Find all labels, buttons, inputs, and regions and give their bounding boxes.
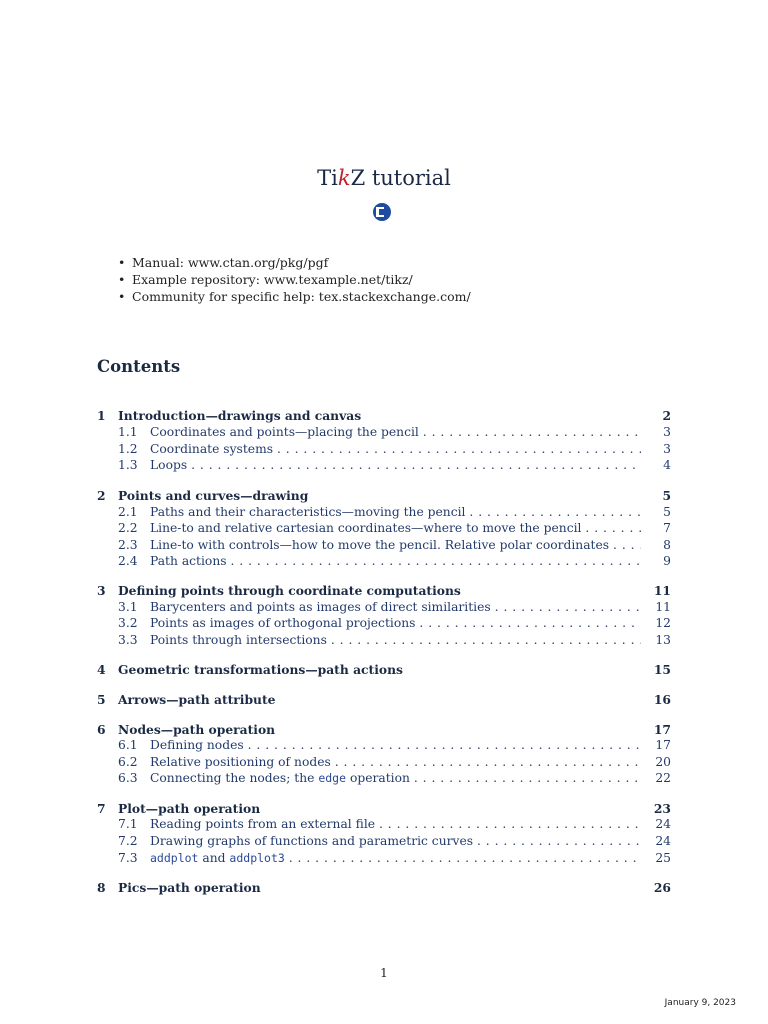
toc-subsection-6-1[interactable]: 6.1 Defining nodes . . . 17 bbox=[97, 737, 671, 754]
document-date: January 9, 2023 bbox=[664, 998, 736, 1008]
toc-subsection-7-1[interactable]: 7.1 Reading points from an external file . . . 24 bbox=[97, 816, 671, 833]
toc-section-5[interactable]: 5 Arrows—path attribute 16 bbox=[97, 692, 671, 707]
toc-subsection-1-2[interactable]: 1.2 Coordinate systems . . . 3 bbox=[97, 441, 671, 458]
toc-subsection-1-3[interactable]: 1.3 Loops . . . 4 bbox=[97, 457, 671, 474]
toc-section-4[interactable]: 4 Geometric transformations—path actions 15 bbox=[97, 662, 671, 677]
toc-subsection-3-3[interactable]: 3.3 Points through intersections . . . 13 bbox=[97, 632, 671, 649]
toc-subsection-1-1[interactable]: 1.1 Coordinates and points—placing the pencil . . . 3 bbox=[97, 424, 671, 441]
tikz-logo-icon bbox=[370, 202, 394, 222]
toc-subsection-7-3[interactable]: 7.3 addplot and addplot3 . . . 25 bbox=[97, 850, 671, 867]
resource-links bbox=[118, 254, 471, 305]
document-title: TikZ tutorial bbox=[317, 166, 451, 190]
toc-subsection-7-2[interactable]: 7.2 Drawing graphs of functions and parametric curves . . . 24 bbox=[97, 833, 671, 850]
contents-heading: Contents bbox=[97, 357, 181, 376]
toc-section-3[interactable]: 3 Defining points through coordinate computations 11 bbox=[97, 583, 671, 598]
toc-subsection-2-3[interactable]: 2.3 Line-to with controls—how to move the pencil. Relative polar coordinates . . . 8 bbox=[97, 537, 671, 554]
toc-section-7[interactable]: 7 Plot—path operation 23 bbox=[97, 801, 671, 816]
toc-section-8[interactable]: 8 Pics—path operation 26 bbox=[97, 880, 671, 895]
toc-subsection-6-2[interactable]: 6.2 Relative positioning of nodes . . . 20 bbox=[97, 754, 671, 771]
page-number: 1 bbox=[380, 966, 388, 980]
bullet-icon: • bbox=[118, 255, 126, 270]
toc-subsection-2-1[interactable]: 2.1 Paths and their characteristics—moving the pencil . . . 5 bbox=[97, 504, 671, 521]
toc-subsection-2-4[interactable]: 2.4 Path actions . . . 9 bbox=[97, 553, 671, 570]
bullet-icon: • bbox=[118, 272, 126, 287]
toc-subsection-3-2[interactable]: 3.2 Points as images of orthogonal projections . . . 12 bbox=[97, 615, 671, 632]
list-item: • Example repository: www.texample.net/tikz/ bbox=[118, 272, 413, 287]
list-item: • Community for specific help: tex.stackexchange.com/ bbox=[118, 289, 471, 304]
toc-section-2[interactable]: 2 Points and curves—drawing 5 bbox=[97, 488, 671, 503]
toc-section-1[interactable]: 1 Introduction—drawings and canvas 2 bbox=[97, 408, 671, 423]
toc-subsection-6-3[interactable]: 6.3 Connecting the nodes; the edge operation . . . 22 bbox=[97, 770, 671, 787]
toc-subsection-2-2[interactable]: 2.2 Line-to and relative cartesian coordinates—where to move the pencil . . . 7 bbox=[97, 520, 671, 537]
bullet-icon: • bbox=[118, 289, 126, 304]
toc-subsection-3-1[interactable]: 3.1 Barycenters and points as images of direct similarities . . . 11 bbox=[97, 599, 671, 616]
toc-section-6[interactable]: 6 Nodes—path operation 17 bbox=[97, 722, 671, 737]
list-item: • Manual: www.ctan.org/pkg/pgf bbox=[118, 255, 329, 270]
